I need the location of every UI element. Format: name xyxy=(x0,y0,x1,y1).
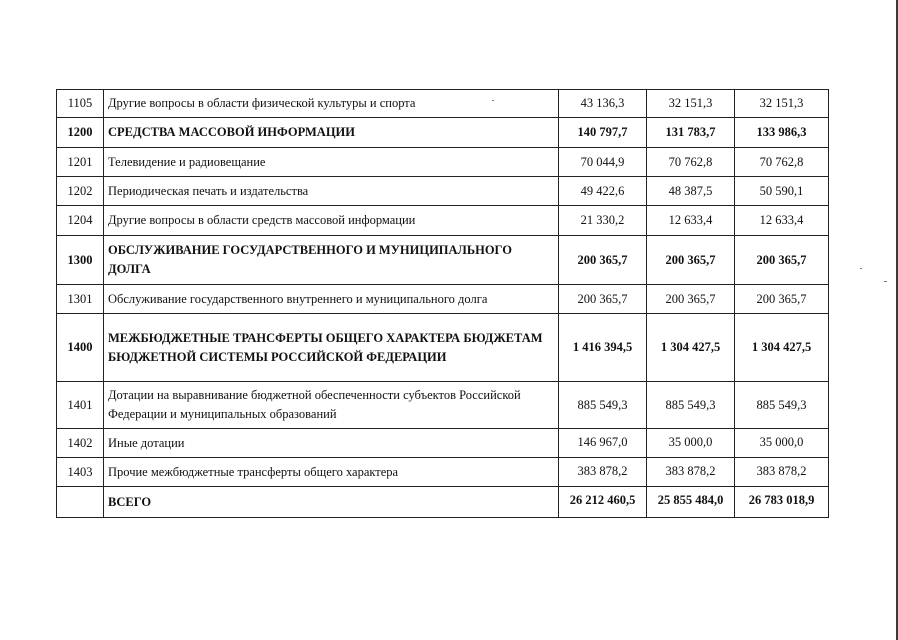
row-value-2: 200 365,7 xyxy=(647,285,735,314)
row-value-2: 48 387,5 xyxy=(647,177,735,206)
row-value-3: 50 590,1 xyxy=(735,177,829,206)
row-value-1: 26 212 460,5 xyxy=(559,487,647,518)
table-row xyxy=(57,177,829,206)
row-code: 1401 xyxy=(57,382,104,429)
row-value-1: 383 878,2 xyxy=(559,458,647,487)
row-code: 1400 xyxy=(57,314,104,382)
row-name: Другие вопросы в области физической культуры и спорта xyxy=(104,90,559,118)
scan-speck xyxy=(860,268,862,269)
row-value-3: 26 783 018,9 xyxy=(735,487,829,518)
row-value-1: 21 330,2 xyxy=(559,206,647,236)
row-name: ОБСЛУЖИВАНИЕ ГОСУДАРСТВЕННОГО И МУНИЦИПАЛЬНОГО ДОЛГА xyxy=(104,236,559,285)
row-name: Дотации на выравнивание бюджетной обеспеченности субъектов Российской Федерации и муниципальных образований xyxy=(104,382,559,429)
row-value-2: 25 855 484,0 xyxy=(647,487,735,518)
table-row xyxy=(57,285,829,314)
row-code xyxy=(57,487,104,518)
table-row xyxy=(57,458,829,487)
row-code: 1402 xyxy=(57,429,104,458)
row-name: Телевидение и радиовещание xyxy=(104,148,559,177)
row-value-1: 200 365,7 xyxy=(559,236,647,285)
row-value-2: 131 783,7 xyxy=(647,118,735,148)
row-value-3: 200 365,7 xyxy=(735,285,829,314)
row-code: 1403 xyxy=(57,458,104,487)
row-value-3: 32 151,3 xyxy=(735,90,829,118)
table-row xyxy=(57,148,829,177)
row-name: Иные дотации xyxy=(104,429,559,458)
row-value-3: 133 986,3 xyxy=(735,118,829,148)
row-value-1: 200 365,7 xyxy=(559,285,647,314)
table-row xyxy=(57,314,829,382)
table-row xyxy=(57,429,829,458)
row-name: Прочие межбюджетные трансферты общего характера xyxy=(104,458,559,487)
row-value-1: 49 422,6 xyxy=(559,177,647,206)
table-row-total xyxy=(57,487,829,518)
row-value-1: 146 967,0 xyxy=(559,429,647,458)
row-value-3: 12 633,4 xyxy=(735,206,829,236)
row-code: 1201 xyxy=(57,148,104,177)
row-value-1: 140 797,7 xyxy=(559,118,647,148)
row-value-3: 200 365,7 xyxy=(735,236,829,285)
row-value-2: 200 365,7 xyxy=(647,236,735,285)
row-name: СРЕДСТВА МАССОВОЙ ИНФОРМАЦИИ xyxy=(104,118,559,148)
row-value-3: 885 549,3 xyxy=(735,382,829,429)
row-value-3: 1 304 427,5 xyxy=(735,314,829,382)
row-code: 1204 xyxy=(57,206,104,236)
row-code: 1202 xyxy=(57,177,104,206)
budget-table xyxy=(56,89,829,518)
row-code: 1105 xyxy=(57,90,104,118)
row-code: 1200 xyxy=(57,118,104,148)
row-code: 1301 xyxy=(57,285,104,314)
table-row xyxy=(57,118,829,148)
table-row xyxy=(57,382,829,429)
row-value-2: 383 878,2 xyxy=(647,458,735,487)
row-code: 1300 xyxy=(57,236,104,285)
row-name: ВСЕГО xyxy=(104,487,559,518)
row-value-3: 383 878,2 xyxy=(735,458,829,487)
row-value-2: 32 151,3 xyxy=(647,90,735,118)
row-value-1: 1 416 394,5 xyxy=(559,314,647,382)
row-name: МЕЖБЮДЖЕТНЫЕ ТРАНСФЕРТЫ ОБЩЕГО ХАРАКТЕРА БЮДЖЕТАМ БЮДЖЕТНОЙ СИСТЕМЫ РОССИЙСКОЙ ФЕДЕРАЦИИ xyxy=(104,314,559,382)
row-value-2: 70 762,8 xyxy=(647,148,735,177)
row-value-1: 885 549,3 xyxy=(559,382,647,429)
row-value-2: 1 304 427,5 xyxy=(647,314,735,382)
scan-speck xyxy=(884,281,887,282)
row-name: Периодическая печать и издательства xyxy=(104,177,559,206)
table-row xyxy=(57,90,829,118)
row-name: Другие вопросы в области средств массовой информации xyxy=(104,206,559,236)
row-value-1: 43 136,3 xyxy=(559,90,647,118)
row-value-3: 70 762,8 xyxy=(735,148,829,177)
row-value-2: 12 633,4 xyxy=(647,206,735,236)
row-value-2: 35 000,0 xyxy=(647,429,735,458)
row-name: Обслуживание государственного внутреннего и муниципального долга xyxy=(104,285,559,314)
table-row xyxy=(57,236,829,285)
table-row xyxy=(57,206,829,236)
row-value-1: 70 044,9 xyxy=(559,148,647,177)
row-value-2: 885 549,3 xyxy=(647,382,735,429)
row-value-3: 35 000,0 xyxy=(735,429,829,458)
